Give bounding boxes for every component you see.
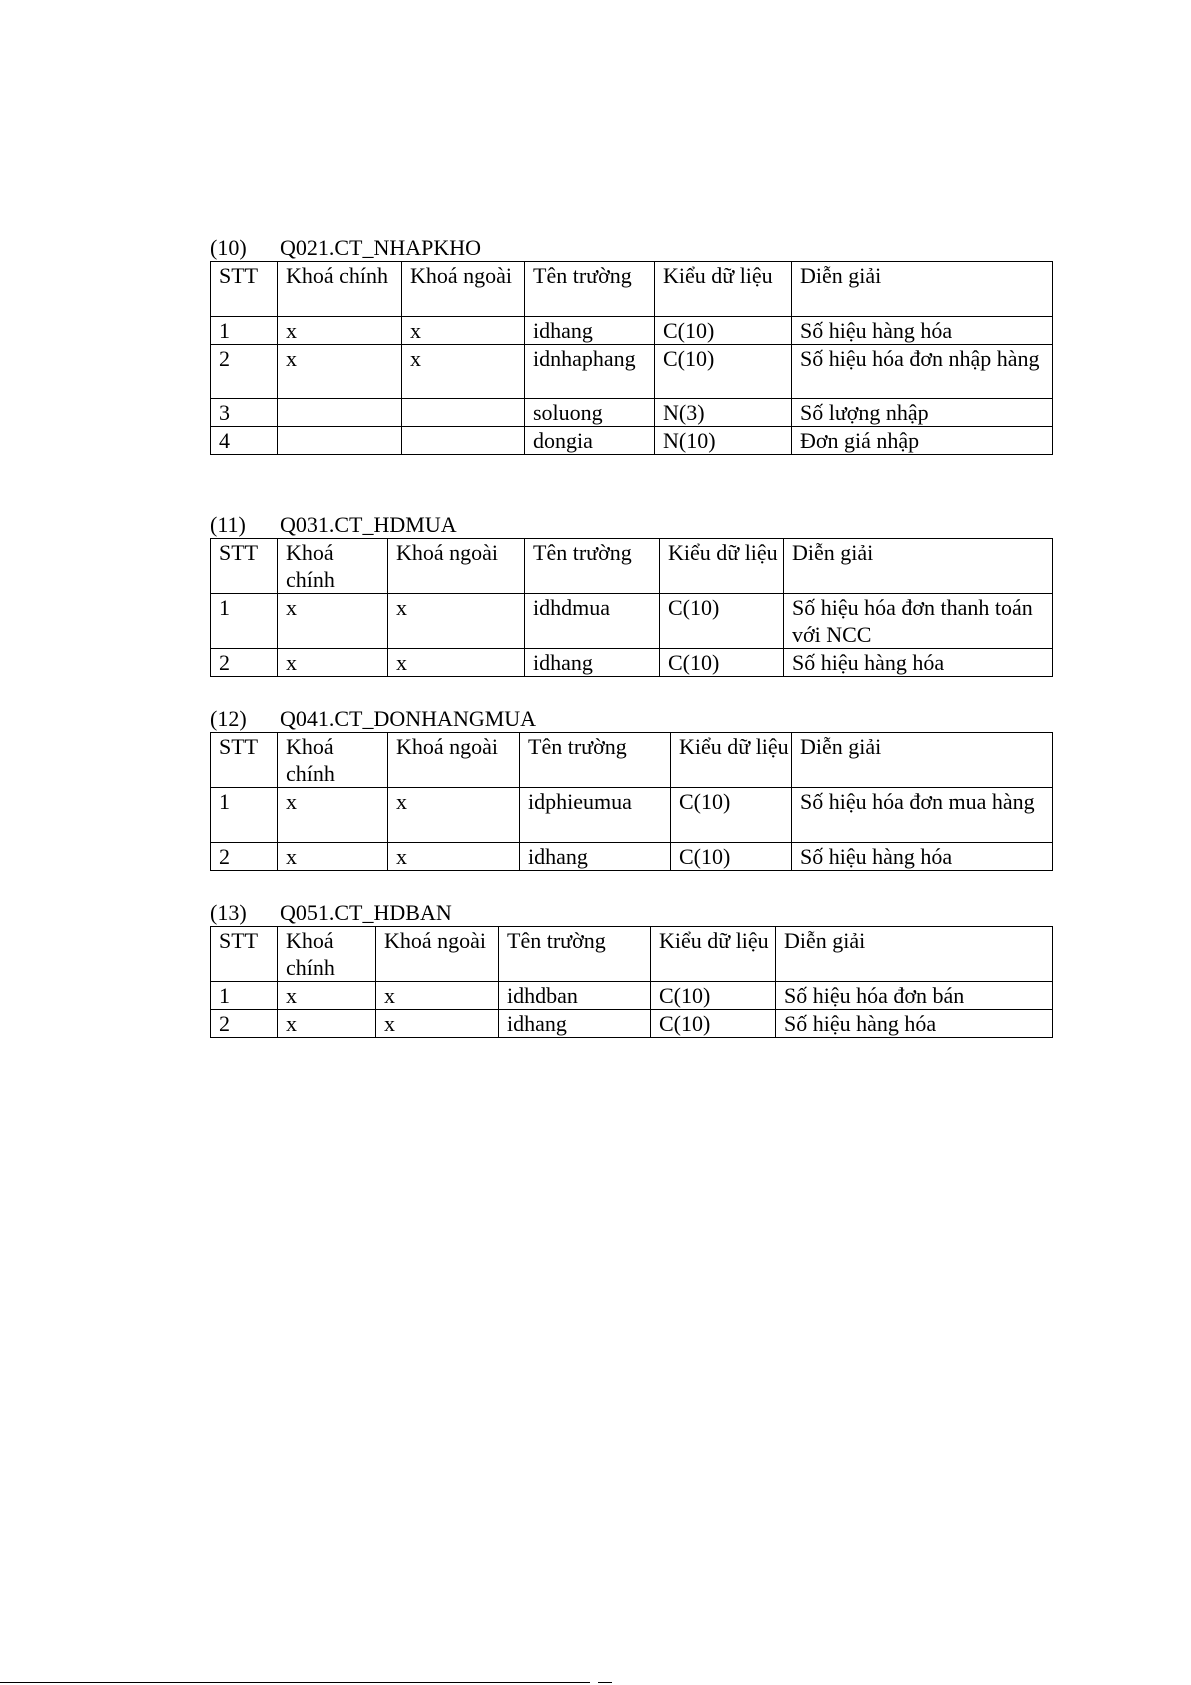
- cell: Số hiệu hàng hóa: [776, 1010, 1053, 1038]
- table-row: [211, 788, 1053, 843]
- cell: x: [278, 788, 388, 843]
- header-cell: Diễn giải: [792, 262, 1053, 317]
- table-section-13: [210, 900, 1052, 1038]
- cell: 1: [211, 788, 278, 843]
- cell: C(10): [655, 345, 792, 399]
- cell: C(10): [671, 843, 792, 871]
- table-row: [211, 345, 1053, 399]
- header-cell: STT: [211, 262, 278, 317]
- table-name: Q021.CT_NHAPKHO: [280, 235, 482, 260]
- table-row: [211, 1010, 1053, 1038]
- table-row: [211, 399, 1053, 427]
- cell: idhang: [525, 317, 655, 345]
- cell: Số hiệu hàng hóa: [792, 317, 1053, 345]
- cell: Số hiệu hóa đơn nhập hàng: [792, 345, 1053, 399]
- cell: 1: [211, 982, 278, 1010]
- cell: x: [278, 594, 388, 649]
- table-row: [211, 843, 1053, 871]
- cell: x: [388, 788, 520, 843]
- header-cell: Khoá chính: [278, 539, 388, 594]
- cell: x: [278, 649, 388, 677]
- header-cell: STT: [211, 927, 278, 982]
- table-number: (13): [210, 900, 247, 925]
- cell: x: [402, 317, 525, 345]
- cell: idhdban: [499, 982, 651, 1010]
- table-row: [211, 649, 1053, 677]
- header-cell: Khoá ngoài: [388, 539, 525, 594]
- table-caption: [210, 512, 1052, 538]
- cell: 4: [211, 427, 278, 455]
- cell: x: [388, 649, 525, 677]
- cell: x: [376, 1010, 499, 1038]
- cell: C(10): [655, 317, 792, 345]
- cell: 3: [211, 399, 278, 427]
- cell: Số hiệu hóa đơn mua hàng: [792, 788, 1053, 843]
- cell: [278, 399, 402, 427]
- table-number: (11): [210, 512, 246, 537]
- cell: N(10): [655, 427, 792, 455]
- header-cell: Khoá chính: [278, 733, 388, 788]
- header-cell: Diễn giải: [776, 927, 1053, 982]
- header-cell: Diễn giải: [792, 733, 1053, 788]
- cell: 2: [211, 345, 278, 399]
- header-cell: Tên trường: [525, 539, 660, 594]
- cell: x: [376, 982, 499, 1010]
- table-header-row: [211, 927, 1053, 982]
- cell: Số lượng nhập: [792, 399, 1053, 427]
- table-row: [211, 317, 1053, 345]
- header-cell: Khoá chính: [278, 262, 402, 317]
- cell: C(10): [660, 649, 784, 677]
- cell: N(3): [655, 399, 792, 427]
- cell: 2: [211, 1010, 278, 1038]
- table-number: (12): [210, 706, 247, 731]
- cell: idhdmua: [525, 594, 660, 649]
- table-row: [211, 594, 1053, 649]
- cell: [402, 427, 525, 455]
- cell: x: [278, 843, 388, 871]
- cell: x: [388, 843, 520, 871]
- cell: C(10): [671, 788, 792, 843]
- cell: Số hiệu hóa đơn thanh toán với NCC: [784, 594, 1053, 649]
- cell: x: [278, 982, 376, 1010]
- cell: 2: [211, 843, 278, 871]
- cell: idhang: [520, 843, 671, 871]
- header-cell: Khoá ngoài: [388, 733, 520, 788]
- header-cell: Kiểu dữ liệu: [655, 262, 792, 317]
- cell: [402, 399, 525, 427]
- cell: C(10): [651, 1010, 776, 1038]
- header-cell: STT: [211, 733, 278, 788]
- cell: Số hiệu hàng hóa: [784, 649, 1053, 677]
- table-row: [211, 982, 1053, 1010]
- table-name: Q031.CT_HDMUA: [280, 512, 457, 537]
- cell: idnhaphang: [525, 345, 655, 399]
- table-name: Q051.CT_HDBAN: [280, 900, 452, 925]
- table-section-12: [210, 706, 1052, 871]
- cell: x: [388, 594, 525, 649]
- header-cell: Tên trường: [499, 927, 651, 982]
- header-cell: STT: [211, 539, 278, 594]
- cell: idphieumua: [520, 788, 671, 843]
- header-cell: Khoá ngoài: [402, 262, 525, 317]
- cell: 2: [211, 649, 278, 677]
- cell: Số hiệu hàng hóa: [792, 843, 1053, 871]
- cell: x: [278, 1010, 376, 1038]
- footer-rule-tick: [598, 1682, 612, 1683]
- header-cell: Kiểu dữ liệu: [671, 733, 792, 788]
- cell: 1: [211, 317, 278, 345]
- cell: soluong: [525, 399, 655, 427]
- field-table: [210, 261, 1053, 455]
- cell: x: [278, 345, 402, 399]
- header-cell: Kiểu dữ liệu: [651, 927, 776, 982]
- field-table: [210, 926, 1053, 1038]
- header-cell: Kiểu dữ liệu: [660, 539, 784, 594]
- table-header-row: [211, 262, 1053, 317]
- header-cell: Khoá ngoài: [376, 927, 499, 982]
- header-cell: Tên trường: [520, 733, 671, 788]
- field-table: [210, 732, 1053, 871]
- cell: dongia: [525, 427, 655, 455]
- table-header-row: [211, 539, 1053, 594]
- header-cell: Diễn giải: [784, 539, 1053, 594]
- header-cell: Khoá chính: [278, 927, 376, 982]
- cell: Số hiệu hóa đơn bán: [776, 982, 1053, 1010]
- table-section-11: [210, 512, 1052, 677]
- cell: x: [402, 345, 525, 399]
- cell: C(10): [651, 982, 776, 1010]
- table-header-row: [211, 733, 1053, 788]
- table-section-10: [210, 235, 1052, 455]
- cell: x: [278, 317, 402, 345]
- cell: idhang: [525, 649, 660, 677]
- field-table: [210, 538, 1053, 677]
- cell: idhang: [499, 1010, 651, 1038]
- cell: C(10): [660, 594, 784, 649]
- cell: Đơn giá nhập: [792, 427, 1053, 455]
- table-row: [211, 427, 1053, 455]
- table-caption: [210, 235, 1052, 261]
- table-caption: [210, 900, 1052, 926]
- table-caption: [210, 706, 1052, 732]
- footer-rule: [0, 1682, 590, 1683]
- header-cell: Tên trường: [525, 262, 655, 317]
- cell: 1: [211, 594, 278, 649]
- cell: [278, 427, 402, 455]
- table-name: Q041.CT_DONHANGMUA: [280, 706, 537, 731]
- table-number: (10): [210, 235, 247, 260]
